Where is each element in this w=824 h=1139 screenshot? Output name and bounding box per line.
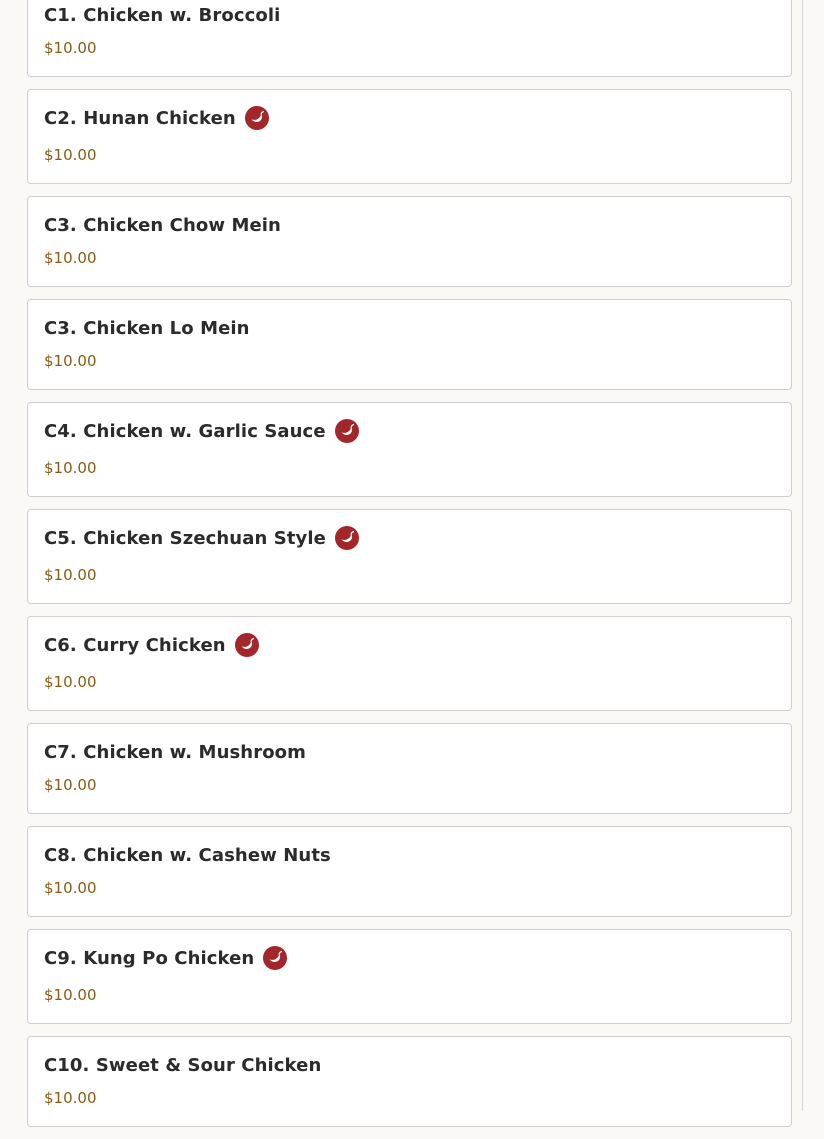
menu-item-name: C10. Sweet & Sour Chicken	[44, 1054, 322, 1076]
menu-item-title-row	[44, 104, 269, 132]
menu-item-price: $10.00	[44, 986, 97, 1004]
menu-item-name: C8. Chicken w. Cashew Nuts	[44, 844, 331, 866]
menu-item[interactable]	[27, 0, 792, 77]
menu-item-price: $10.00	[44, 673, 97, 691]
menu-item-price: $10.00	[44, 566, 97, 584]
menu-item-name: C4. Chicken w. Garlic Sauce	[44, 420, 326, 442]
menu-item-name: C7. Chicken w. Mushroom	[44, 741, 306, 763]
chili-pepper-icon	[235, 633, 259, 657]
menu-item-price: $10.00	[44, 39, 97, 57]
menu-item[interactable]	[27, 1036, 792, 1127]
menu-item-price: $10.00	[44, 352, 97, 370]
menu-item[interactable]	[27, 826, 792, 917]
menu-item-name: C3. Chicken Chow Mein	[44, 214, 281, 236]
menu-item-price: $10.00	[44, 879, 97, 897]
chili-pepper-icon	[335, 526, 359, 550]
menu-item-name: C5. Chicken Szechuan Style	[44, 527, 326, 549]
menu-item-list	[27, 0, 792, 1139]
menu-item[interactable]	[27, 723, 792, 814]
menu-item[interactable]	[27, 402, 792, 497]
page-edge-divider	[802, 0, 803, 1111]
menu-item-name: C6. Curry Chicken	[44, 634, 226, 656]
menu-item-title-row	[44, 211, 281, 239]
menu-item-title-row	[44, 1, 280, 29]
menu-item-price: $10.00	[44, 249, 97, 267]
menu-item-title-row	[44, 1051, 321, 1079]
chili-pepper-icon	[263, 946, 287, 970]
menu-item-title-row	[44, 314, 250, 342]
menu-item-name: C2. Hunan Chicken	[44, 107, 236, 129]
menu-item-title-row	[44, 738, 306, 766]
menu-item-title-row	[44, 944, 287, 972]
menu-item-title-row	[44, 631, 259, 659]
menu-item-title-row	[44, 524, 359, 552]
menu-item-price: $10.00	[44, 1089, 97, 1107]
menu-item-title-row	[44, 841, 331, 869]
menu-item-price: $10.00	[44, 146, 97, 164]
menu-item-name: C1. Chicken w. Broccoli	[44, 4, 281, 26]
menu-item[interactable]	[27, 196, 792, 287]
menu-item-title-row	[44, 417, 359, 445]
menu-item[interactable]	[27, 929, 792, 1024]
menu-item[interactable]	[27, 299, 792, 390]
menu-item[interactable]	[27, 509, 792, 604]
menu-item[interactable]	[27, 616, 792, 711]
chili-pepper-icon	[335, 419, 359, 443]
menu-item-price: $10.00	[44, 459, 97, 477]
menu-item-name: C3. Chicken Lo Mein	[44, 317, 250, 339]
menu-item[interactable]	[27, 89, 792, 184]
menu-item-price: $10.00	[44, 776, 97, 794]
menu-item-name: C9. Kung Po Chicken	[44, 947, 255, 969]
chili-pepper-icon	[245, 106, 269, 130]
